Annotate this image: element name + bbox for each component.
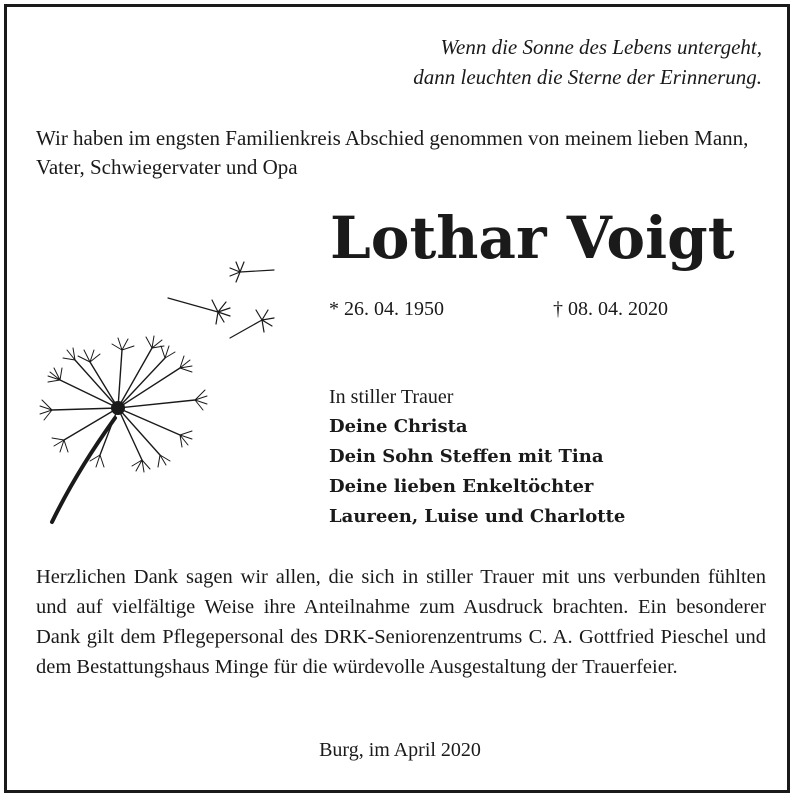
memorial-quote [413, 32, 762, 92]
mourner-line: Deine lieben Enkeltöchter [329, 476, 594, 497]
thanks-text: Herzlichen Dank sagen wir allen, die sich in stiller Trauer mit uns verbunden fühlten und auf vielfältige Weise ihre Anteilnahme zum Ausdruck brachten. Ein besonderer Dank gilt dem Pflegepersonal des DRK-Seniorenzentrums C. A. Gottfried Pieschel und dem Bestattungshaus Minge für die würdevolle Ausgestaltung der Trauerfeier. [36, 566, 766, 678]
mourner-line: Dein Sohn Steffen mit Tina [329, 446, 604, 467]
birth-date: * 26. 04. 1950 [329, 298, 444, 320]
intro-text: Wir haben im engsten Familienkreis Abschied genommen von meinem lieben Mann, Vater, Schwiegervater und Opa [36, 126, 749, 179]
mourner-line: Laureen, Luise und Charlotte [329, 506, 626, 527]
mourner-line: Deine Christa [329, 416, 468, 437]
death-date: † 08. 04. 2020 [553, 298, 668, 320]
quote-line-2: dann leuchten die Sterne der Erinnerung. [413, 65, 762, 89]
quote-line-1: Wenn die Sonne des Lebens untergeht, [440, 35, 762, 59]
dandelion-icon [30, 250, 290, 535]
mourners-heading: In stiller Trauer [329, 386, 454, 408]
signoff-place-date: Burg, im April 2020 [319, 739, 481, 761]
mourners-block [329, 382, 625, 532]
deceased-name: Lothar Voigt [330, 204, 735, 272]
